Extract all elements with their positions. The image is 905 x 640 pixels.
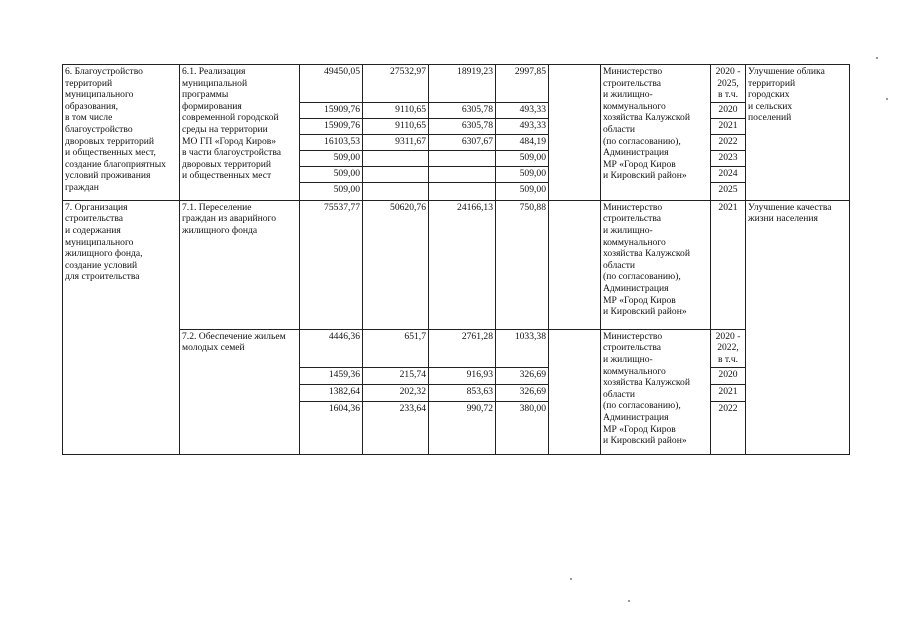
year-all-cell: 16103,53 [300,134,363,150]
total-all-cell: 75537,77 [300,200,363,329]
year-local-cell: 493,33 [496,118,549,134]
year-all-cell: 1604,36 [300,401,363,454]
year-regional-cell: 916,93 [429,367,496,384]
year-cell: 2020 [711,367,746,384]
year-local-cell: 493,33 [496,102,549,118]
total-all-cell: 49450,05 [300,65,363,103]
year-cell: 2024 [711,166,746,182]
year-all-cell: 1459,36 [300,367,363,384]
year-federal-cell: 215,74 [363,367,429,384]
year-cell: 2022 [711,134,746,150]
year-regional-cell: 6307,67 [429,134,496,150]
period-cell: 2020 - 2022, в т.ч. [711,329,746,367]
year-local-cell: 326,69 [496,384,549,401]
table-row [63,200,850,329]
year-local-cell: 484,19 [496,134,549,150]
year-regional-cell: 6305,78 [429,118,496,134]
year-federal-cell: 233,64 [363,401,429,454]
subtask-cell: 7.2. Обеспечение жильем молодых семей [180,329,300,454]
total-regional-cell: 24166,13 [429,200,496,329]
year-federal-cell [363,166,429,182]
task-cell: 6. Благоустройство территорий муниципального образования, в том числе благоустройство дворовых территорий и общественных мест, создание благоприятных условий проживания граждан [63,65,180,201]
total-federal-cell: 651,7 [363,329,429,367]
year-all-cell: 1382,64 [300,384,363,401]
total-local-cell: 1033,38 [496,329,549,367]
subtask-cell: 7.1. Переселение граждан из аварийного жилищного фонда [180,200,300,329]
other-sources-cell [549,65,601,201]
program-activities-table [62,64,850,455]
other-sources-cell [549,329,601,454]
year-regional-cell: 853,63 [429,384,496,401]
year-federal-cell: 9110,65 [363,102,429,118]
year-all-cell: 509,00 [300,182,363,200]
scan-speck [886,98,888,100]
period-cell: 2020 - 2025, в т.ч. [711,65,746,103]
subtask-cell: 6.1. Реализация муниципальной программы формирования современной городской среды на территории МО ГП «Город Киров» в части благоустройства дворовых территорий и общественных мест [180,65,300,201]
task-cell: 7. Организация строительства и содержания муниципального жилищного фонда, создание условий для строительства [63,200,180,454]
scan-speck [628,600,630,602]
year-cell: 2022 [711,401,746,454]
year-all-cell: 509,00 [300,150,363,166]
result-cell: Улучшение облика территорий городских и сельских поселений [746,65,850,201]
year-regional-cell [429,150,496,166]
total-federal-cell: 50620,76 [363,200,429,329]
total-local-cell: 750,88 [496,200,549,329]
year-cell: 2023 [711,150,746,166]
year-cell: 2025 [711,182,746,200]
year-local-cell: 509,00 [496,166,549,182]
year-all-cell: 15909,76 [300,118,363,134]
year-federal-cell [363,182,429,200]
year-local-cell: 509,00 [496,150,549,166]
year-regional-cell: 6305,78 [429,102,496,118]
executor-cell: Министерство строительства и жилищно- коммунального хозяйства Калужской области (по согласованию), Администрация МР «Город Киров и Кировский район» [601,65,711,201]
total-local-cell: 2997,85 [496,65,549,103]
executor-cell: Министерство строительства и жилищно- коммунального хозяйства Калужской области (по согласованию), Администрация МР «Город Киров и Кировский район» [601,329,711,454]
year-local-cell: 326,69 [496,367,549,384]
scan-speck [876,57,878,59]
year-regional-cell [429,166,496,182]
total-regional-cell: 18919,23 [429,65,496,103]
total-regional-cell: 2761,28 [429,329,496,367]
year-all-cell: 509,00 [300,166,363,182]
year-all-cell: 15909,76 [300,102,363,118]
result-cell: Улучшение качества жизни населения [746,200,850,454]
year-regional-cell [429,182,496,200]
year-cell: 2021 [711,384,746,401]
executor-cell: Министерство строительства и жилищно- коммунального хозяйства Калужской области (по согласованию), Администрация МР «Город Киров и Кировский район» [601,200,711,329]
year-federal-cell: 9311,67 [363,134,429,150]
year-cell: 2020 [711,102,746,118]
scan-speck [570,578,572,580]
year-federal-cell: 202,32 [363,384,429,401]
other-sources-cell [549,200,601,329]
table-row [63,65,850,103]
table-row [63,329,850,367]
year-cell: 2021 [711,118,746,134]
year-federal-cell [363,150,429,166]
total-all-cell: 4446,36 [300,329,363,367]
year-regional-cell: 990,72 [429,401,496,454]
year-federal-cell: 9110,65 [363,118,429,134]
year-local-cell: 509,00 [496,182,549,200]
total-federal-cell: 27532,97 [363,65,429,103]
period-cell: 2021 [711,200,746,329]
year-local-cell: 380,00 [496,401,549,454]
